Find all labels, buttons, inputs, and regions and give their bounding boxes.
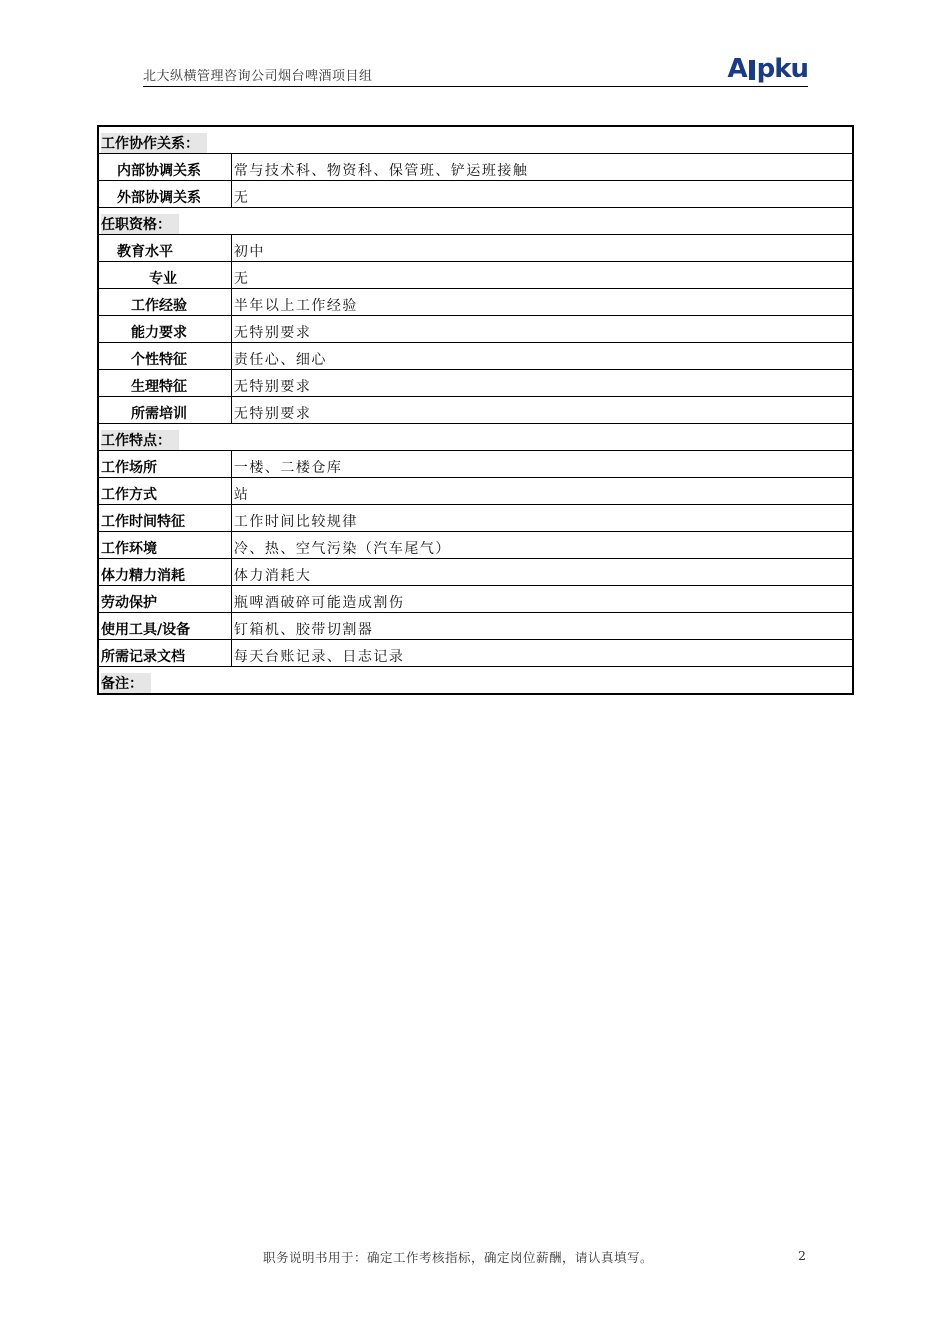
- row-value: 每天台账记录、日志记录: [231, 640, 853, 667]
- table-row: [98, 478, 853, 505]
- row-label: 工作时间特征: [98, 505, 231, 532]
- row-value: 无: [231, 181, 853, 208]
- company-logo: [727, 54, 808, 84]
- row-value: 无特别要求: [231, 370, 853, 397]
- logo-letter-a: A: [727, 54, 747, 84]
- section-title: 备注：: [101, 673, 151, 693]
- row-label: 所需记录文档: [98, 640, 231, 667]
- row-label: 教育水平: [98, 235, 231, 262]
- row-value: 常与技术科、物资科、保管班、铲运班接触: [231, 154, 853, 181]
- row-label: 内部协调关系: [98, 154, 231, 181]
- section-title: 工作协作关系：: [101, 133, 207, 153]
- table-row: [98, 613, 853, 640]
- logo-bar-icon: [749, 60, 755, 80]
- job-description-table: [97, 125, 854, 695]
- row-label: 个性特征: [98, 343, 231, 370]
- row-value: 一楼、二楼仓库: [231, 451, 853, 478]
- page-number: 2: [798, 1248, 806, 1263]
- row-value: 初中: [231, 235, 853, 262]
- row-value: 责任心、细心: [231, 343, 853, 370]
- row-value: 体力消耗大: [231, 559, 853, 586]
- header-title: 北大纵横管理咨询公司烟台啤酒项目组: [143, 69, 373, 84]
- row-value: 无: [231, 262, 853, 289]
- row-label: 工作方式: [98, 478, 231, 505]
- table-row: [98, 370, 853, 397]
- row-value: 工作时间比较规律: [231, 505, 853, 532]
- row-label: 劳动保护: [98, 586, 231, 613]
- table-row: [98, 505, 853, 532]
- table-row: [98, 154, 853, 181]
- table-row: [98, 532, 853, 559]
- row-label: 工作场所: [98, 451, 231, 478]
- row-label: 体力精力消耗: [98, 559, 231, 586]
- table-row: [98, 397, 853, 424]
- row-value: 半年以上工作经验: [231, 289, 853, 316]
- section-title: 任职资格：: [101, 214, 179, 234]
- row-label: 工作经验: [98, 289, 231, 316]
- row-value: 无特别要求: [231, 397, 853, 424]
- row-label: 能力要求: [98, 316, 231, 343]
- table-row: [98, 343, 853, 370]
- table-row: [98, 181, 853, 208]
- section-qualification-header: [98, 208, 853, 235]
- row-label: 生理特征: [98, 370, 231, 397]
- section-cooperation-header: [98, 126, 853, 154]
- table-row: [98, 316, 853, 343]
- row-label: 专业: [98, 262, 231, 289]
- row-value: 钉箱机、胶带切割器: [231, 613, 853, 640]
- section-features-header: [98, 424, 853, 451]
- table-row: [98, 289, 853, 316]
- row-label: 使用工具/设备: [98, 613, 231, 640]
- row-label: 外部协调关系: [98, 181, 231, 208]
- table-row: [98, 586, 853, 613]
- section-remarks-header: [98, 667, 853, 695]
- row-value: 瓶啤酒破碎可能造成割伤: [231, 586, 853, 613]
- row-value: 站: [231, 478, 853, 505]
- footer-text: 职务说明书用于：确定工作考核指标，确定岗位薪酬，请认真填写。: [263, 1250, 654, 1265]
- table-row: [98, 451, 853, 478]
- row-label: 工作环境: [98, 532, 231, 559]
- logo-text-pku: pku: [756, 54, 808, 84]
- row-value: 无特别要求: [231, 316, 853, 343]
- section-title: 工作特点：: [101, 430, 179, 450]
- table-row: [98, 640, 853, 667]
- row-value: 冷、热、空气污染（汽车尾气）: [231, 532, 853, 559]
- table-row: [98, 559, 853, 586]
- row-label: 所需培训: [98, 397, 231, 424]
- table-row: [98, 262, 853, 289]
- page-header: [143, 54, 808, 87]
- table-row: [98, 235, 853, 262]
